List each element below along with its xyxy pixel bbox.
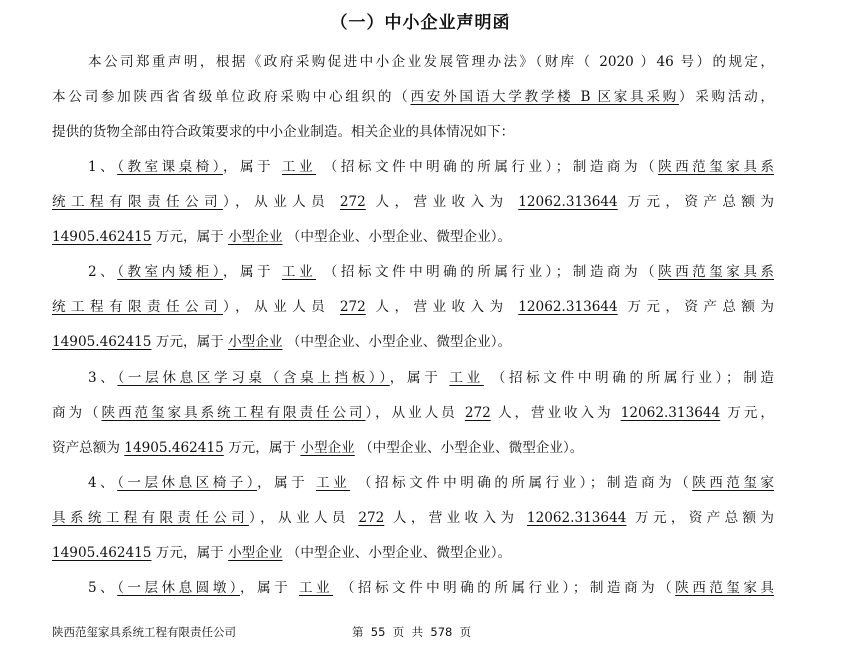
filled-field: 12062.313644 (526, 510, 627, 526)
text-segment: 人，营业收入为 (490, 405, 621, 421)
text-line (52, 297, 774, 317)
filled-field: （教室内矮柜） (117, 264, 223, 280)
filled-field: 12062.313644 (518, 299, 618, 315)
filled-field: 陕西范玺家具系 (658, 159, 774, 175)
text-segment: 本公司郑重声明，根据《政府采购促进中小企业发展管理办法》（财库（ 2020 ）46 号）的规定， (88, 54, 774, 70)
filled-field: 工业 (281, 159, 317, 175)
text-segment: ，属于 (222, 159, 282, 175)
filled-field: 12062.313644 (518, 194, 618, 210)
filled-field: 西安外国语大学教学楼 B 区家具采购 (410, 89, 679, 105)
filled-field: 272 (464, 405, 491, 421)
text-line (88, 368, 774, 388)
filled-field: 陕西范玺家具系 (658, 264, 774, 280)
filled-field: 272 (339, 194, 366, 210)
text-segment: 万元， (720, 405, 774, 421)
filled-field: 陕西范玺家 (692, 475, 774, 491)
text-segment: ），从业人员 (222, 299, 340, 315)
filled-field: 工业 (316, 475, 351, 491)
text-line (88, 52, 774, 72)
text-segment: 人，营业收入为 (384, 510, 527, 526)
text-segment: 提供的货物全部由符合政策要求的中小企业制造。相关企业的具体情况如下： (52, 124, 515, 140)
filled-field: （一层休息区学习桌（含桌上挡板）） (117, 370, 390, 386)
filled-field: 统工程有限责任公司 (52, 299, 223, 315)
text-line (88, 473, 774, 493)
text-line (88, 262, 774, 282)
filled-field: 陕西范玺家具 (675, 580, 775, 596)
filled-field: 工业 (298, 580, 334, 596)
text-segment: ），从业人员 (249, 510, 359, 526)
filled-field: 小型企业 (228, 545, 283, 561)
text-segment: 人，营业收入为 (365, 299, 519, 315)
text-segment: ，属于 (257, 475, 317, 491)
text-segment: 人，营业收入为 (365, 194, 519, 210)
text-segment: ，属于 (240, 580, 299, 596)
text-segment: （中型企业、小型企业、微型企业）。 (354, 440, 584, 456)
text-segment: ），从业人员 (365, 405, 465, 421)
filled-field: （一层休息圆墩） (117, 580, 241, 596)
text-segment: （招标文件中明确的所属行业）；制造 (483, 370, 775, 386)
text-segment: ，属于 (389, 370, 450, 386)
text-segment: ）采购活动， (678, 89, 775, 105)
text-segment: 2、 (88, 264, 118, 280)
filled-field: （教室课桌椅） (117, 159, 223, 175)
text-line (88, 157, 774, 177)
text-segment: 万元，资产总额为 (617, 299, 775, 315)
text-segment: 万元，属于 (151, 229, 229, 245)
text-segment: （招标文件中明确的所属行业）；制造商为（ (316, 264, 659, 280)
text-segment: （中型企业、小型企业、微型企业）。 (282, 334, 512, 350)
footer-page-number: 第 55 页 共 578 页 (352, 625, 472, 639)
filled-field: 小型企业 (228, 334, 283, 350)
text-segment: 4、 (88, 475, 118, 491)
filled-field: 14905.462415 (52, 229, 152, 245)
filled-field: 小型企业 (300, 440, 355, 456)
text-segment: 5、 (88, 580, 118, 596)
text-segment: 商为（ (52, 405, 102, 421)
text-segment: （招标文件中明确的所属行业）；制造商为（ (350, 475, 693, 491)
filled-field: 272 (339, 299, 366, 315)
text-segment: ，属于 (222, 264, 282, 280)
text-segment: 万元，资产总额为 (626, 510, 774, 526)
filled-field: 14905.462415 (52, 334, 152, 350)
filled-field: 14905.462415 (124, 440, 224, 456)
text-line (52, 332, 774, 352)
text-segment: 万元，资产总额为 (617, 194, 775, 210)
text-segment: 万元，属于 (151, 545, 229, 561)
text-line (52, 543, 774, 563)
text-segment: 3、 (88, 370, 118, 386)
text-segment: （招标文件中明确的所属行业）；制造商为（ (316, 159, 659, 175)
text-segment: 本公司参加陕西省省级单位政府采购中心组织的（ (52, 89, 411, 105)
filled-field: 小型企业 (228, 229, 283, 245)
text-line (52, 122, 774, 142)
text-segment: （中型企业、小型企业、微型企业）。 (282, 545, 512, 561)
filled-field: 12062.313644 (620, 405, 721, 421)
filled-field: 陕西范玺家具系统工程有限责任公司 (101, 405, 366, 421)
text-line (52, 227, 774, 247)
text-line (52, 87, 774, 107)
text-segment: （招标文件中明确的所属行业）；制造商为（ (333, 580, 676, 596)
text-line (52, 192, 774, 212)
text-line (88, 578, 774, 598)
text-line (52, 438, 774, 458)
text-segment: 万元，属于 (151, 334, 229, 350)
text-segment: 1、 (88, 159, 118, 175)
text-segment: ），从业人员 (222, 194, 340, 210)
filled-field: 14905.462415 (52, 545, 152, 561)
footer-company: 陕西范玺家具系统工程有限责任公司 (52, 625, 236, 639)
filled-field: （一层休息区椅子） (117, 475, 258, 491)
filled-field: 具系统工程有限责任公司 (52, 510, 250, 526)
text-line (52, 403, 774, 423)
filled-field: 统工程有限责任公司 (52, 194, 223, 210)
filled-field: 工业 (449, 370, 484, 386)
text-segment: （中型企业、小型企业、微型企业）。 (282, 229, 512, 245)
text-segment: 资产总额为 (52, 440, 125, 456)
filled-field: 272 (358, 510, 385, 526)
document-title: （一）中小企业声明函 (330, 13, 511, 33)
text-line (52, 508, 774, 528)
text-segment: 万元，属于 (223, 440, 301, 456)
filled-field: 工业 (281, 264, 317, 280)
